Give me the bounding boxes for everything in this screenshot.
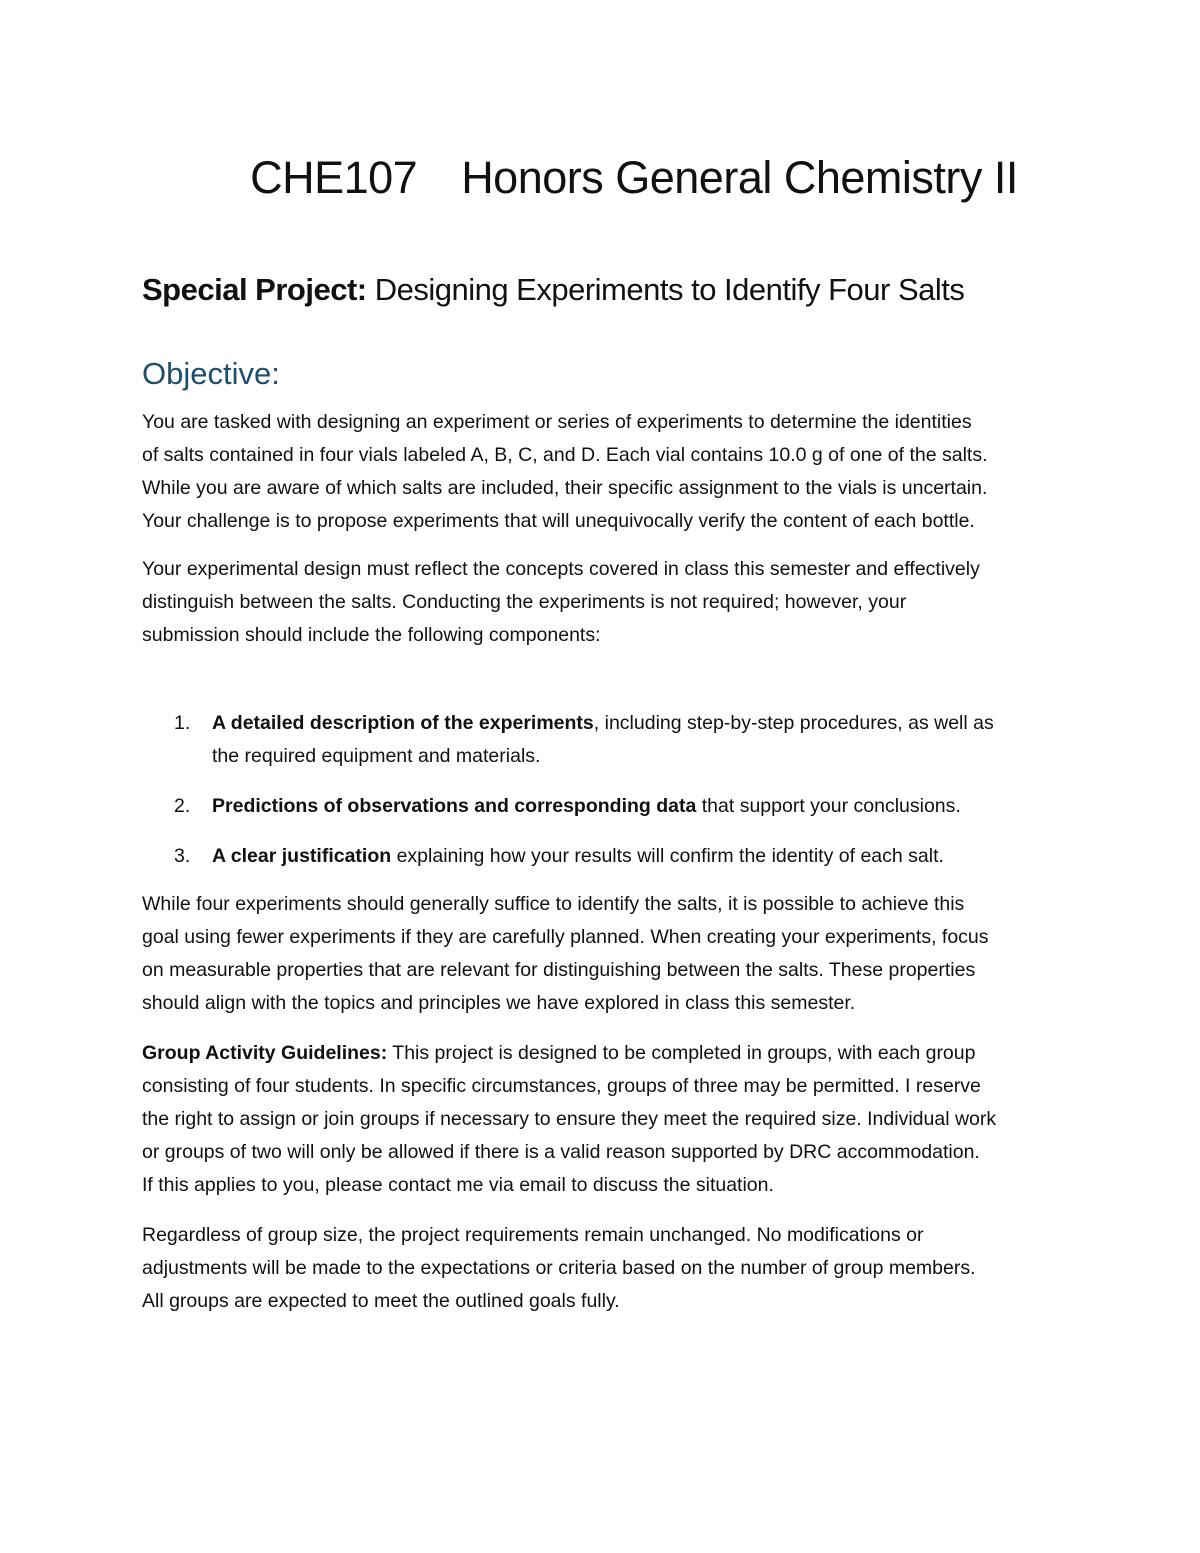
list-item-bold: A detailed description of the experiments [212,712,594,734]
list-number: 2. [174,795,191,817]
text-line: Regardless of group size, the project requirements remain unchanged. No modifications or [142,1224,924,1246]
text-line: distinguish between the salts. Conducting the experiments is not required; however, your [142,591,907,613]
text-line: of salts contained in four vials labeled A, B, C, and D. Each vial contains 10.0 g of one of the salts. [142,444,988,466]
group-guidelines-paragraph [142,1037,1142,1202]
objective-paragraph-2 [142,553,1142,652]
project-title [142,268,964,312]
group-guidelines-label: Group Activity Guidelines: [142,1042,388,1064]
text-line: on measurable properties that are relevant for distinguishing between the salts. These properties [142,959,976,981]
course-code: CHE107 [250,152,418,203]
text-line: Your experimental design must reflect the concepts covered in class this semester and effectively [142,558,980,580]
text-line: or groups of two will only be allowed if there is a valid reason supported by DRC accommodation. [142,1141,980,1163]
list-item-bold: A clear justification [212,845,392,867]
project-label: Special Project: [142,272,367,307]
list-item-bold: Predictions of observations and corresponding data [212,795,697,817]
components-list [142,707,1142,890]
text-line: adjustments will be made to the expectations or criteria based on the number of group members. [142,1257,976,1279]
course-name: Honors General Chemistry II [461,152,1018,203]
project-name: Designing Experiments to Identify Four Salts [366,272,965,307]
text-line: While four experiments should generally suffice to identify the salts, it is possible to achieve this [142,893,965,915]
list-number: 1. [174,712,191,734]
list-number: 3. [174,845,191,867]
objective-heading: Objective: [142,356,280,391]
text-line [212,707,1142,740]
text-line: submission should include the following components: [142,624,601,646]
text-line [142,1037,1142,1070]
text-line: should align with the topics and principles we have explored in class this semester. [142,992,856,1014]
list-item [142,790,1142,823]
text-line [212,840,1142,873]
course-title [0,148,1200,208]
text-line [212,790,1142,823]
text-line: goal using fewer experiments if they are carefully planned. When creating your experiments, focus [142,926,989,948]
text-line: You are tasked with designing an experiment or series of experiments to determine the identities [142,411,972,433]
text-line: While you are aware of which salts are included, their specific assignment to the vials is uncertain. [142,477,988,499]
text-line: consisting of four students. In specific circumstances, groups of three may be permitted. I reserve [142,1075,981,1097]
objective-paragraph-1 [142,406,1142,538]
text-line: the right to assign or join groups if necessary to ensure they meet the required size. Individual work [142,1108,997,1130]
list-item-text: explaining how your results will confirm the identity of each salt. [391,845,944,867]
list-item-text: , including step-by-step procedures, as well as [593,712,994,734]
text-line: If this applies to you, please contact me via email to discuss the situation. [142,1174,774,1196]
list-item [142,707,1142,773]
text-line: Your challenge is to propose experiments that will unequivocally verify the content of each bottle. [142,510,975,532]
list-item-text: that support your conclusions. [696,795,961,817]
text-line: the required equipment and materials. [212,745,541,767]
text-line: All groups are expected to meet the outlined goals fully. [142,1290,620,1312]
list-item [142,840,1142,873]
group-guidelines-text: This project is designed to be completed in groups, with each group [387,1042,976,1064]
requirements-paragraph [142,1219,1142,1318]
experiments-paragraph [142,888,1142,1020]
